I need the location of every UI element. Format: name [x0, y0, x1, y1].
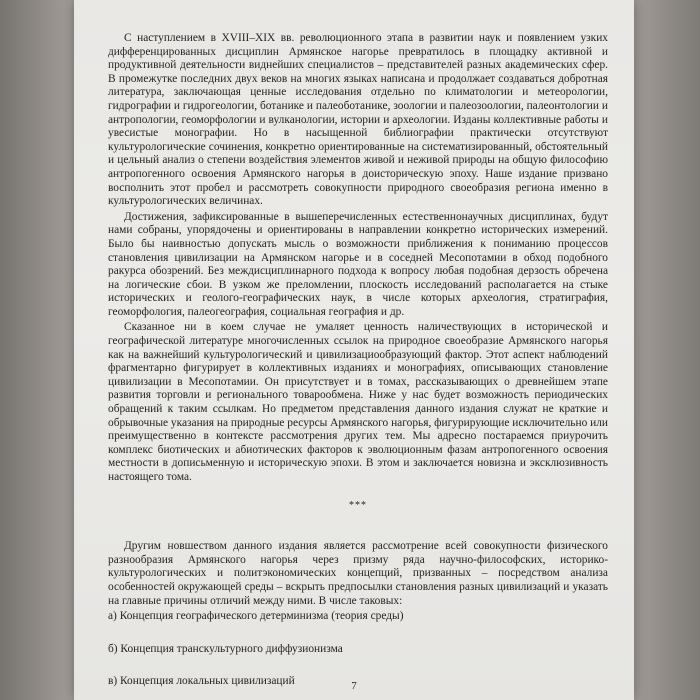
- paragraph-3: Сказанное ни в коем случае не умаляет ценность наличествующих в исторической и географической литературе многочисленных ссылок на природное своеобразие Армянского нагорья как на важнейший культурологический и цивилизациообразующий фактор. Этот аспект наблюдений фрагментарно фигурирует в коллективных изданиях и монографиях, описывающих становление цивилизации в Месопотамии. Он присутствует и в томах, рассказывающих о древнейшем этапе развития торговли и регионального товарообмена. Ниже у нас будет возможность периодических обращений к таким ссылкам. Но предметом представления данного издания служат не краткие и обрывочные указания на природные ресурсы Армянского нагорья, фигурирующие исключительно или преимущественно в контексте рассмотрения других тем. Мы адресно постараемся приурочить комплекс биотических и абиотических факторов к эволюционным фазам антропогенного освоения местности в дописьменную и историческую эпохи. В этом и заключается новизна и эксклюзивность настоящего тома.: [108, 321, 608, 483]
- list-item-c: в) Концепция локальных цивилизаций: [108, 675, 295, 688]
- paragraph-2: Достижения, зафиксированные в вышеперечисленных естественнонаучных дисциплинах, будут нами собраны, упорядочены и ориентированы в направлении конкретно исторических измерений. Было бы наивностью допускать мысль о возможности приближения к пониманию процессов становления цивилизации на Армянском нагорье и в соседней Месопотамии в обход подобного ракурса обозрений. Без междисциплинарного подхода к вопросу любая подобная дерзость обречена на логические сбои. В узком же преломлении, плоскость исследований располагается на стыке исторических и геолого-географических наук, в числе которых археология, стратиграфия, геоморфология, палеогеография, социальная география и др.: [108, 210, 608, 318]
- list-item-a: а) Концепция географического детерминизма (теория среды): [108, 610, 404, 623]
- paragraph-4: Другим новшеством данного издания является рассмотрение всей совокупности физического разнообразия Армянского нагорья через призму ряда научно-философских, историко-культурологических и политэкономических концепций, призванных – посредством анализа особенностей окружающей среды – вскрыть предпосылки становления разных цивилизаций и указать на главные причины отличий между ними. В числе таковых:: [108, 540, 608, 607]
- section-separator: ***: [349, 499, 367, 511]
- paragraph-1: С наступлением в XVIII–XIX вв. революционного этапа в развитии наук и появлением узких дифференцированных дисциплин Армянское нагорье превратилось в площадку активной и продуктивной деятельности виднейших специалистов – представителей разных академических сфер. В промежутке последних двух веков на многих языках написана и продолжает создаваться добротная литература, заключающая ценные исследования отдельно по климатологии и метеорологии, гидрографии и гидрогеологии, ботанике и палеоботанике, зоологии и палеозоологии, палеонтологии и антропологии, геоморфологии и вулканологии, истории и археологии. Изданы коллективные работы и увесистые монографии. Но в насыщенной библиографии практически отсутствуют культурологические сочинения, конкретно ориентированные на систематизированный, обстоятельный и цельный анализ о степени воздействия элементов живой и неживой природы на общую философию антропогенного освоения Армянского нагорья в доисторическую эпоху. Наше издание призвано восполнить этот пробел и рассмотреть совокупности природного своеобразия региона именно в культурологических величинах.: [108, 32, 608, 208]
- page-number: 7: [351, 680, 357, 692]
- list-item-b: б) Концепция транскультурного диффузионизма: [108, 642, 343, 655]
- book-page: [74, 0, 634, 700]
- page-text: [108, 32, 608, 700]
